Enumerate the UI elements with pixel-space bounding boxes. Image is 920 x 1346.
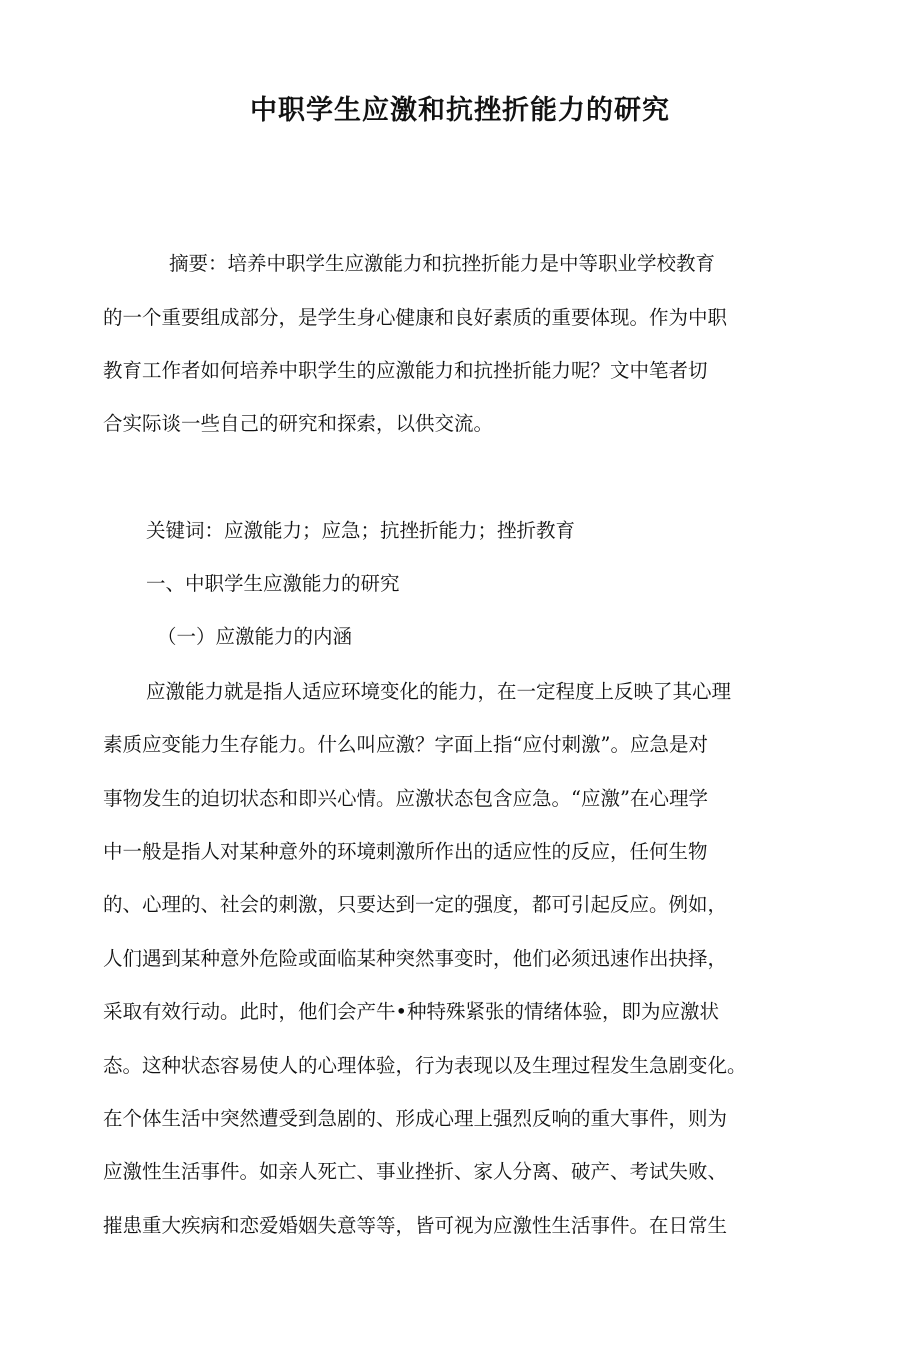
keywords: 关键词：应激能力；应急；抗挫折能力；挫折教育 [146, 519, 576, 542]
body-line: 事物发生的迫切状态和即兴心情。应激状态包含应急。“应激”在心理学 [103, 787, 708, 810]
subsection-heading: （一）应激能力的内涵 [157, 625, 353, 648]
section-heading: 一、中职学生应激能力的研究 [146, 572, 400, 595]
body-line: 中一般是指人对某种意外的环境刺激所作出的适应性的反应，任何生物 [103, 840, 708, 863]
body-line: 素质应变能力生存能力。什么叫应激？字面上指“应付刺激”。应急是对 [103, 733, 708, 756]
abstract-line: 摘要：培养中职学生应激能力和抗挫折能力是中等职业学校教育 [169, 252, 716, 275]
body-line: 应激性生活事件。如亲人死亡、事业挫折、家人分离、破产、考试失败、 [103, 1160, 728, 1183]
body-line: 应激能力就是指人适应环境变化的能力，在一定程度上反映了其心理 [146, 680, 732, 703]
document-title: 中职学生应激和抗挫折能力的研究 [250, 95, 670, 126]
abstract-line: 教育工作者如何培养中职学生的应激能力和抗挫折能力呢？文中笔者切 [103, 359, 708, 382]
body-line: 在个体生活中突然遭受到急剧的、形成心理上强烈反响的重大事件，则为 [103, 1107, 728, 1130]
body-line: 摧患重大疾病和恋爱婚姻失意等等，皆可视为应激性生活事件。在日常生 [103, 1214, 728, 1237]
abstract-line: 合实际谈一些自己的研究和探索，以供交流。 [103, 412, 494, 435]
abstract-line: 的一个重要组成部分，是学生身心健康和良好素质的重要体现。作为中职 [103, 306, 728, 329]
body-line: 采取有效行动。此时，他们会产牛•种特殊紧张的情绪体验，即为应激状 [103, 1000, 720, 1023]
body-line: 的、心理的、社会的刺激，只要达到一定的强度，都可引起反应。例如， [103, 893, 728, 916]
body-line: 人们遇到某种意外危险或面临某种突然事变时，他们必须迅速作出抉择， [103, 947, 728, 970]
body-line: 态。这种状态容易使人的心理体验，行为表现以及生理过程发生急剧变化。 [103, 1054, 747, 1077]
